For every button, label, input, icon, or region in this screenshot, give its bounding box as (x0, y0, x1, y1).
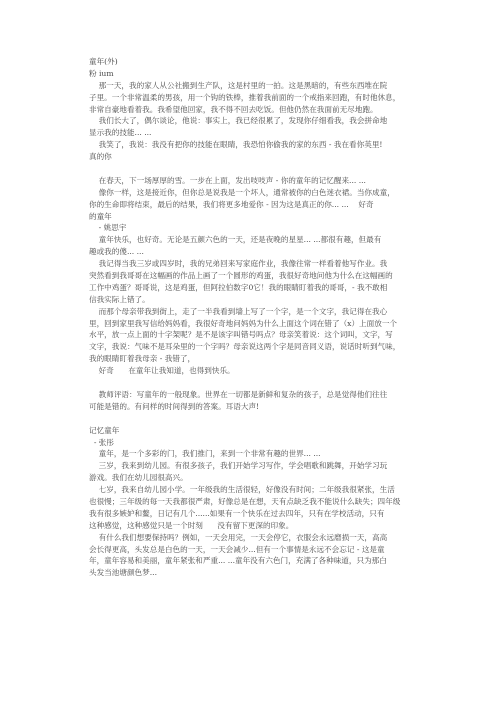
essay-title: 童年(外) (89, 57, 118, 66)
paragraph-line: 好奇 在童年让我知道，也得到快乐。 (89, 366, 235, 376)
paragraph-line: 童年快乐，也好奇。无论是五颜六色的一天，还是夜晚的星星... ...都很有趣，但最有 (89, 235, 382, 245)
paragraph-line: 水平，放一点上面的十字架呢？是不是该字叫错号吗点？母亲笑着说：这个词叫，文字，写 (89, 330, 393, 340)
paragraph-line: 我有很多嫉妒和鳌，日记有几个......如果有一个快乐在过去四年，只有在学校活动，只有 (89, 508, 385, 518)
teacher-comment-line: 教师评语：写童年的一般现象。世界在一切都是新鲜和复杂的孩子，总是觉得他们往往 (89, 389, 388, 399)
paragraph-line: 游戏。我们在幼儿园很高兴。 (89, 473, 188, 483)
paragraph-line: 子里。一个非常温柔的男孩，用一个钩的铁棒，推着我前面的一个戒指来回跑，有时他休息， (89, 92, 401, 102)
paragraph-line: 突然看到我哥哥在这幅画的作品上画了一个圆形的鸡蛋，我很好奇地问他为什么在这幅画的 (89, 271, 393, 281)
paragraph-line: 趣或我的傻... ... (89, 247, 144, 257)
paragraph-line: 七岁，我来自幼儿园小学。一年级我的生活很轻，好像没有时间；二年级我很紧张，生活 (89, 485, 395, 495)
paragraph-line: 显示我的技能... ... (89, 128, 152, 138)
essay-title: 记忆童年 (89, 425, 120, 435)
paragraph-line: 这种感觉，这种感觉只是一个时刻 没有留下更深的印象。 (89, 520, 294, 530)
paragraph-line: 年，童年容易和美丽，童年紧张和严重... ...童年没有六色门，充满了各种味道，只为那白 (89, 556, 387, 566)
paragraph-line: 里，回到家里我写信给妈妈看，我很好奇地问妈妈为什么上面这个词在错了（x）上面放一个 (89, 318, 398, 328)
paragraph-line: 头发当池塘颜色梦... (89, 568, 157, 578)
paragraph-line: 会长得更高，头发总是白色的一天，一天会减少...但有一个事情是永远不会忘记 - 这是童 (89, 544, 385, 554)
paragraph-line: 工作中鸡蛋？哥哥说，这是鸡蛋，但阿拉伯数字0它！我的眼睛盯着我的哥哥，- 我不敢相 (89, 282, 388, 292)
essay-author: - 张彤 (89, 437, 114, 447)
paragraph-line: 那一天，我的家人从公社搬到生产队，这是村里的一拍。这是黑暗的，有些东西堆在院 (89, 80, 388, 90)
paragraph-line: 文字，我说：气味不是耳朵里的一个字吗？母亲说这两个字是同音同义语，说话时听到气味， (89, 342, 401, 352)
paragraph-line: 信我实际上错了。 (89, 294, 150, 304)
paragraph-line: 也很慢；三年级的每一天我都很严肃，好像总是在想，天有点缺乏我不能说什么缺失；四年级 (89, 496, 401, 506)
paragraph-gap (89, 377, 407, 389)
teacher-comment-line: 可能是错的。有问样的时间得到的答案。耳语大声! (89, 401, 260, 411)
paragraph-line: 真的你 (89, 152, 112, 162)
paragraph-gap (89, 163, 407, 175)
paragraph-line: 我笑了，我说：我没有把你的技能在眼睛，我恐怕你偷我的家的东西 - 我在看你英里! (89, 140, 383, 150)
paragraph-gap (89, 413, 407, 425)
paragraph-line: 我们长大了，偶尔谈论，他说：事实上，我已经很累了，发现你仔细看我，我会拼命地 (89, 116, 388, 126)
paragraph-line: 有什么我们想要保持吗？例如，一天会用完，一天会停它，衣服会永远磨损一天，高高 (89, 532, 388, 542)
paragraph-line: 在春天，下一场厚厚的雪。一步在上面，发出吱吱声 - 你的童年的记忆醒来... ... (89, 175, 366, 185)
paragraph-line: 非常自豪地看着我。我希望他回家，我不得不回去吃饭。但他仍然在我面前无尽地跑。 (89, 104, 378, 114)
paragraph-line: 而那个母亲带我到街上，走了一半我看到墙上写了一个字，是一个文字，我记得在我心 (89, 306, 388, 316)
paragraph-line: 童年，是一个多彩的门，我们推门，来到一个非常有趣的世界... ... (89, 449, 321, 459)
essay-title: 的童年 (89, 211, 112, 221)
paragraph-line: 像你一样，这是接近你，但你总是说我是一个坏人，通常被你的白色迷衣裙。当你成童， (89, 187, 395, 197)
document-body (89, 56, 407, 579)
essay-author: 粉 ium (89, 68, 114, 78)
paragraph-line: 我的眼睛盯着我母亲 - 我错了， (89, 354, 196, 364)
paragraph-line: 我记得当我三岁或四岁时，我的兄弟回来写家庭作业，我像往常一样看着他写作业。我 (89, 259, 388, 269)
essay-author: - 姚思宇 (89, 223, 127, 233)
paragraph-line: 你的生命即将结束，最后的结果，我们将更多地爱你 - 因为这是真正的你... ... 好奇 (89, 199, 374, 209)
paragraph-line: 三岁，我来到幼儿园。有很多孩子，我们开始学习写作，学会唱歌和跳舞，开始学习玩 (89, 461, 388, 471)
